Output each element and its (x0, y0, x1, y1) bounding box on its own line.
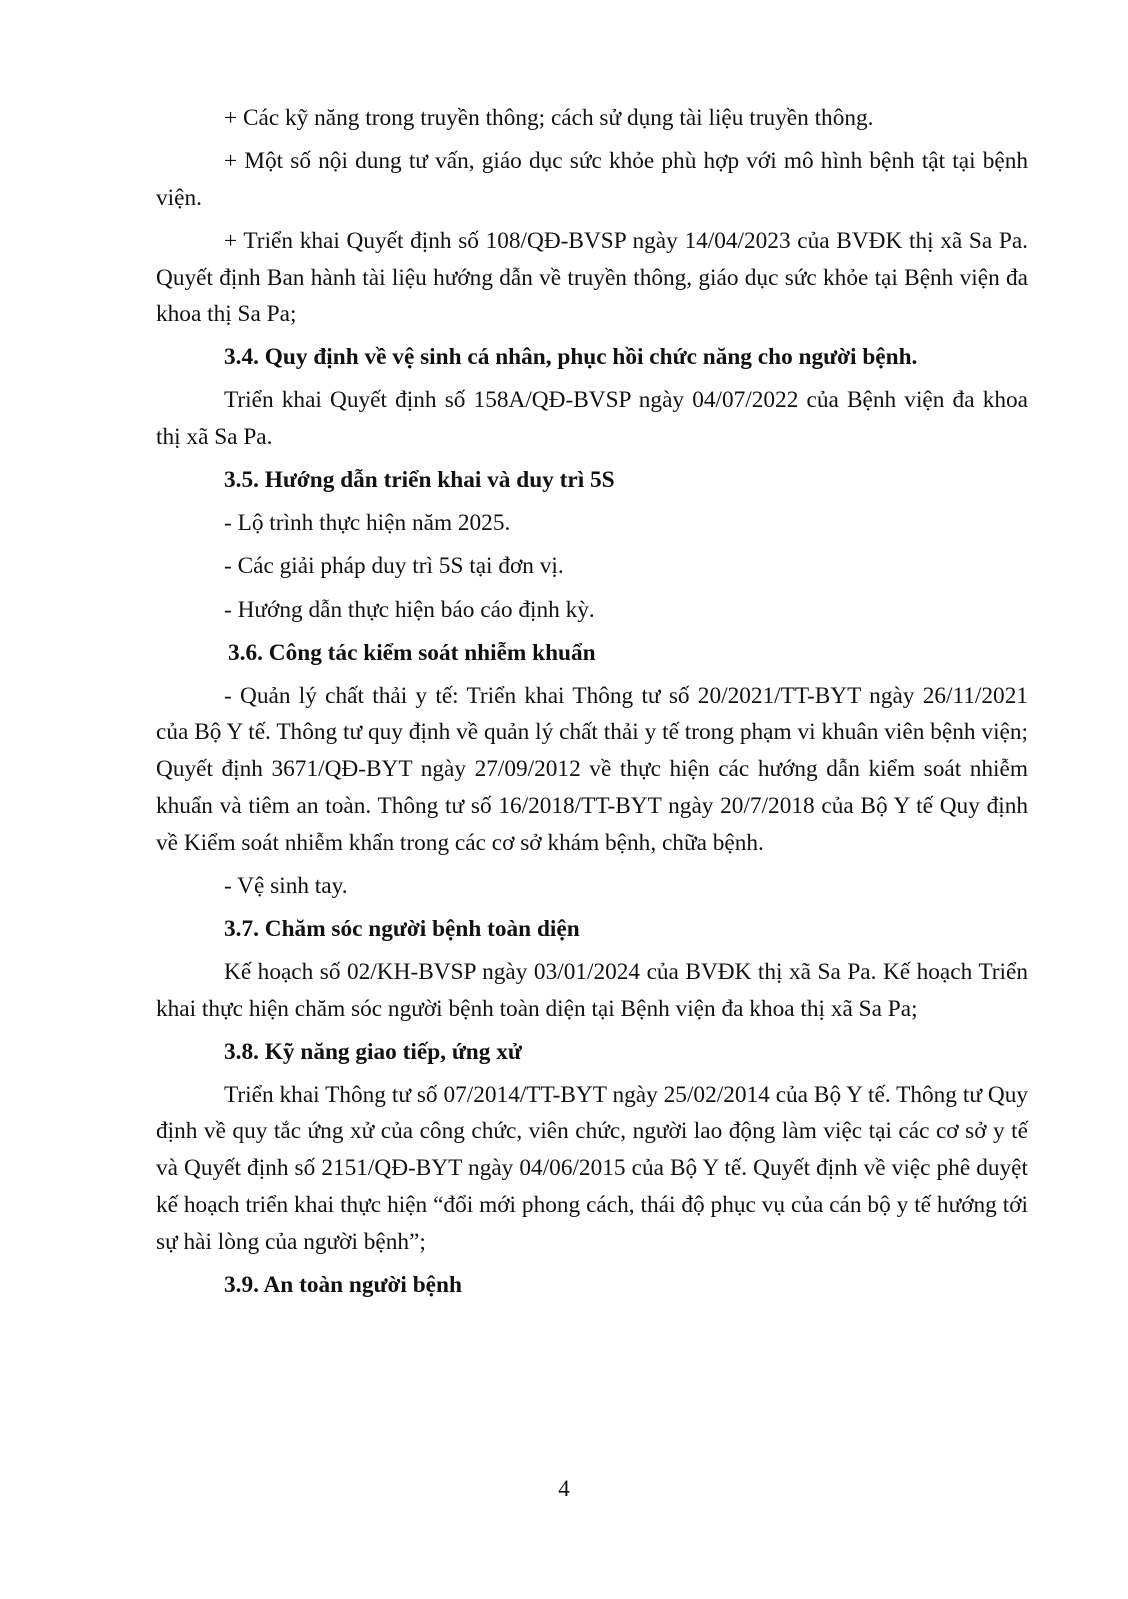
section-heading: 3.6. Công tác kiểm soát nhiễm khuẩn (228, 639, 596, 666)
body-paragraph: Kế hoạch số 02/KH-BVSP ngày 03/01/2024 của BVĐK thị xã Sa Pa. Kế hoạch Triển khai thực hiện chăm sóc người bệnh toàn diện tại Bệnh viện đa khoa thị xã Sa Pa; (156, 958, 1028, 1022)
body-paragraph: Triển khai Quyết định số 158A/QĐ-BVSP ngày 04/07/2022 của Bệnh viện đa khoa thị xã Sa Pa. (156, 387, 1028, 451)
section-heading: 3.5. Hướng dẫn triển khai và duy trì 5S (224, 467, 615, 494)
body-paragraph: + Các kỹ năng trong truyền thông; cách sử dụng tài liệu truyền thông. (224, 105, 874, 131)
list-item: - Hướng dẫn thực hiện báo cáo định kỳ. (224, 596, 595, 623)
list-item: - Quản lý chất thải y tế: Triển khai Thông tư số 20/2021/TT-BYT ngày 26/11/2021 của Bộ Y tế. Thông tư quy định về quản lý chất thải y tế trong phạm vi khuân viên bệnh viện; Quyết định 3671/QĐ-BYT ngày 27/09/2012 về thực hiện các hướng dẫn kiểm soát nhiễm khuẩn và tiêm an toàn. Thông tư số 16/2018/TT-BYT ngày 20/7/2018 của Bộ Y tế Quy định về Kiểm soát nhiễm khẩn trong các cơ sở khám bệnh, chữa bệnh. (156, 682, 1028, 856)
list-item: - Vệ sinh tay. (224, 872, 348, 899)
page-number: 4 (558, 1476, 570, 1501)
list-item: - Các giải pháp duy trì 5S tại đơn vị. (224, 553, 564, 580)
list-item: - Lộ trình thực hiện năm 2025. (224, 510, 511, 537)
section-heading: 3.7. Chăm sóc người bệnh toàn diện (224, 915, 580, 942)
body-paragraph: + Một số nội dung tư vấn, giáo dục sức khỏe phù hợp với mô hình bệnh tật tại bệnh viện. (156, 148, 1028, 211)
section-heading: 3.4. Quy định về vệ sinh cá nhân, phục hồi chức năng cho người bệnh. (224, 344, 918, 371)
body-paragraph: + Triển khai Quyết định số 108/QĐ-BVSP ngày 14/04/2023 của BVĐK thị xã Sa Pa. Quyết định Ban hành tài liệu hướng dẫn về truyền thông, giáo dục sức khỏe tại Bệnh viện đa khoa thị Sa Pa; (156, 227, 1028, 328)
body-paragraph: Triển khai Thông tư số 07/2014/TT-BYT ngày 25/02/2014 của Bộ Y tế. Thông tư Quy định về quy tắc ứng xử của công chức, viên chức, người lao động làm việc tại các cơ sở y tế và Quyết định số 2151/QĐ-BYT ngày 04/06/2015 của Bộ Y tế. Quyết định về việc phê duyệt kế hoạch triển khai thực hiện “đổi mới phong cách, thái độ phục vụ của cán bộ y tế hướng tới sự hài lòng của người bệnh”; (156, 1081, 1028, 1255)
page-body (156, 100, 1028, 1310)
section-heading: 3.8. Kỹ năng giao tiếp, ứng xử (224, 1038, 522, 1065)
section-heading: 3.9. An toàn người bệnh (224, 1271, 462, 1298)
